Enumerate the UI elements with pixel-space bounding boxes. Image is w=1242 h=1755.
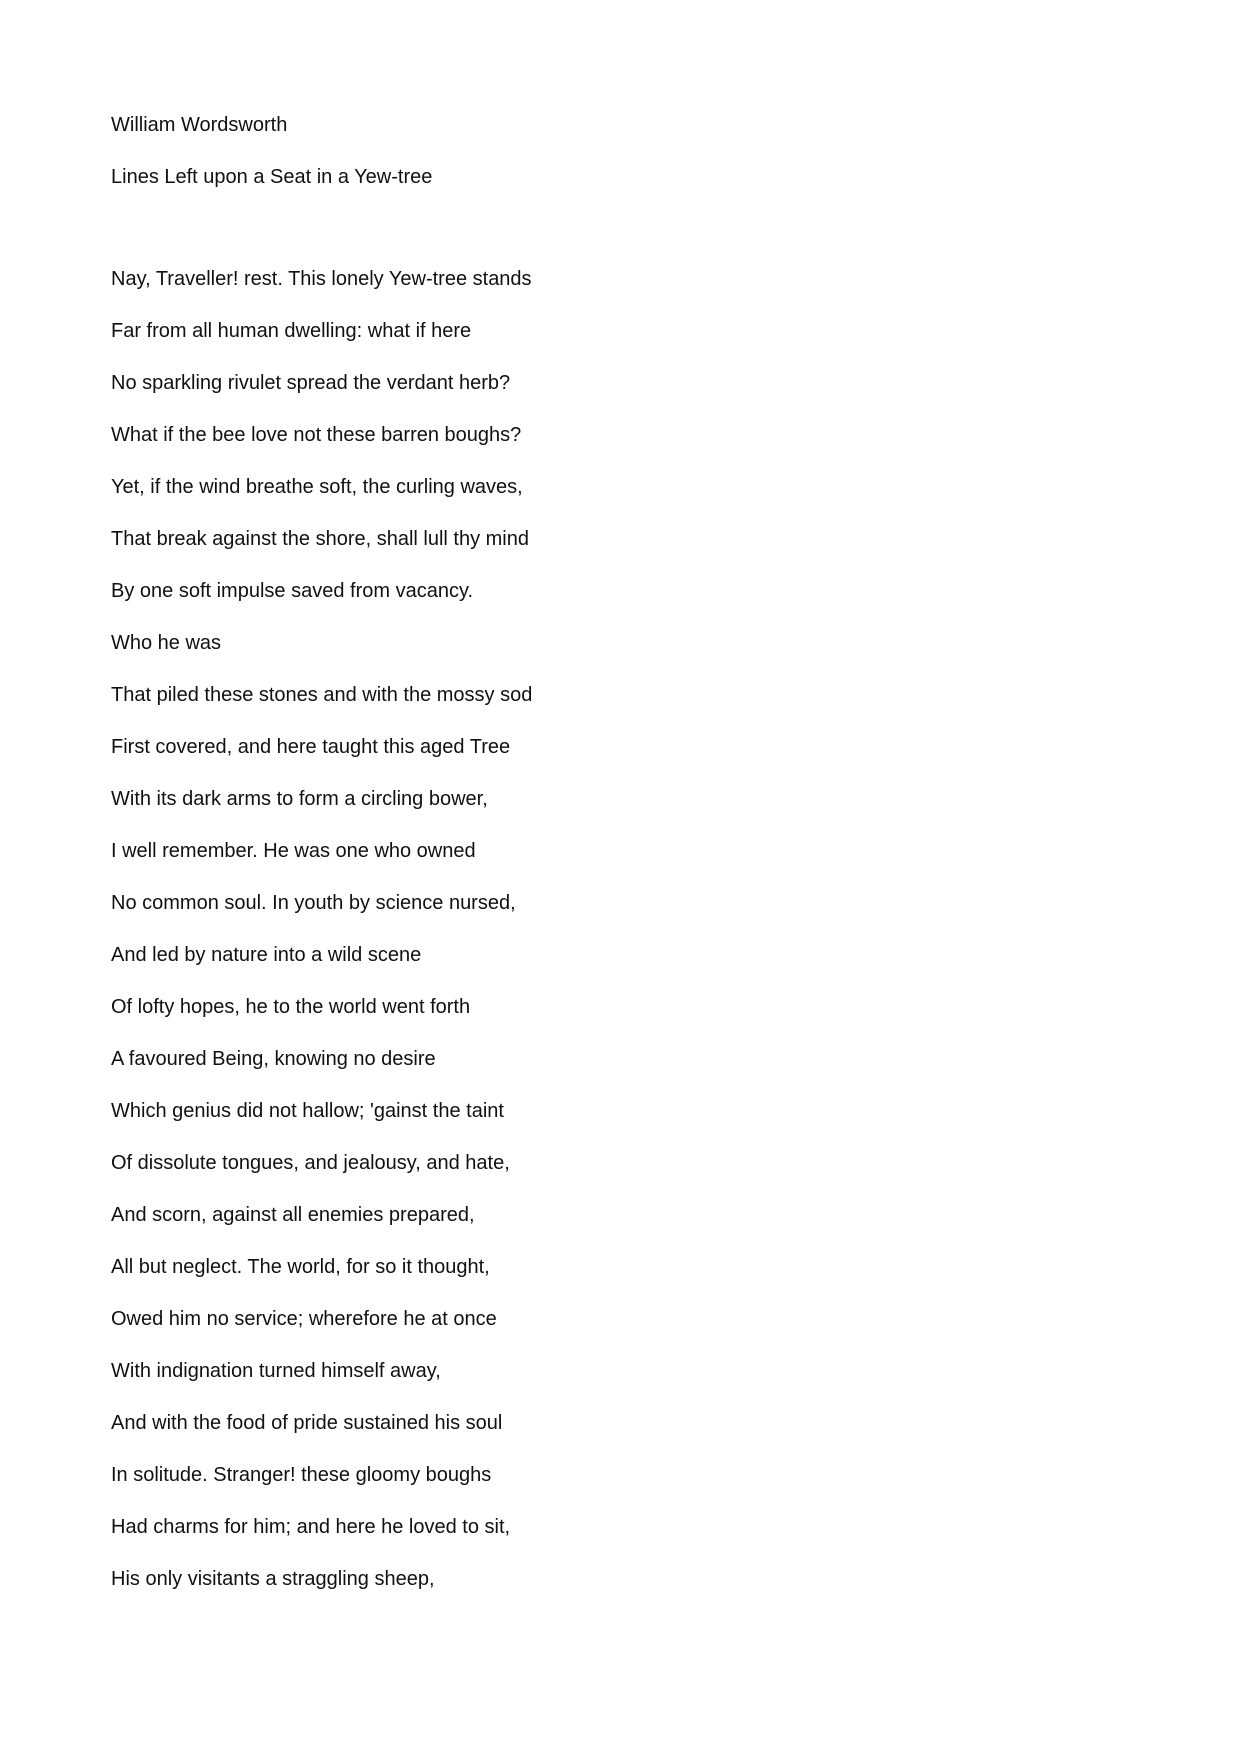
poem-line: By one soft impulse saved from vacancy. xyxy=(111,580,474,602)
poem-line: First covered, and here taught this aged Tree xyxy=(111,736,511,758)
poem-line: Owed him no service; wherefore he at once xyxy=(111,1308,497,1330)
poem-line: That break against the shore, shall lull thy mind xyxy=(111,528,529,550)
poem-line: Of lofty hopes, he to the world went forth xyxy=(111,996,471,1018)
poem-line: Yet, if the wind breathe soft, the curling waves, xyxy=(111,476,523,498)
poem-line: No sparkling rivulet spread the verdant herb? xyxy=(111,372,511,394)
poem-title: Lines Left upon a Seat in a Yew-tree xyxy=(111,166,433,188)
poem-text-block xyxy=(111,112,1011,1618)
poem-line: His only visitants a straggling sheep, xyxy=(111,1568,435,1590)
poem-line: All but neglect. The world, for so it thought, xyxy=(111,1256,490,1278)
poem-line: Far from all human dwelling: what if here xyxy=(111,320,472,342)
poem-line: Of dissolute tongues, and jealousy, and hate, xyxy=(111,1152,510,1174)
poem-line: In solitude. Stranger! these gloomy boughs xyxy=(111,1464,492,1486)
author-name: William Wordsworth xyxy=(111,114,288,136)
poem-line: Had charms for him; and here he loved to sit, xyxy=(111,1516,511,1538)
poem-line: With its dark arms to form a circling bower, xyxy=(111,788,488,810)
poem-line: Nay, Traveller! rest. This lonely Yew-tree stands xyxy=(111,268,532,290)
poem-line: That piled these stones and with the mossy sod xyxy=(111,684,533,706)
poem-line: With indignation turned himself away, xyxy=(111,1360,441,1382)
poem-line: And scorn, against all enemies prepared, xyxy=(111,1204,475,1226)
poem-line: And with the food of pride sustained his soul xyxy=(111,1412,503,1434)
poem-lines xyxy=(111,266,1011,1592)
poem-line: Who he was xyxy=(111,632,222,654)
poem-line: I well remember. He was one who owned xyxy=(111,840,476,862)
poem-line: No common soul. In youth by science nursed, xyxy=(111,892,516,914)
poem-line: A favoured Being, knowing no desire xyxy=(111,1048,436,1070)
poem-line: What if the bee love not these barren boughs? xyxy=(111,424,522,446)
poem-line: And led by nature into a wild scene xyxy=(111,944,422,966)
poem-line: Which genius did not hallow; 'gainst the taint xyxy=(111,1100,504,1122)
